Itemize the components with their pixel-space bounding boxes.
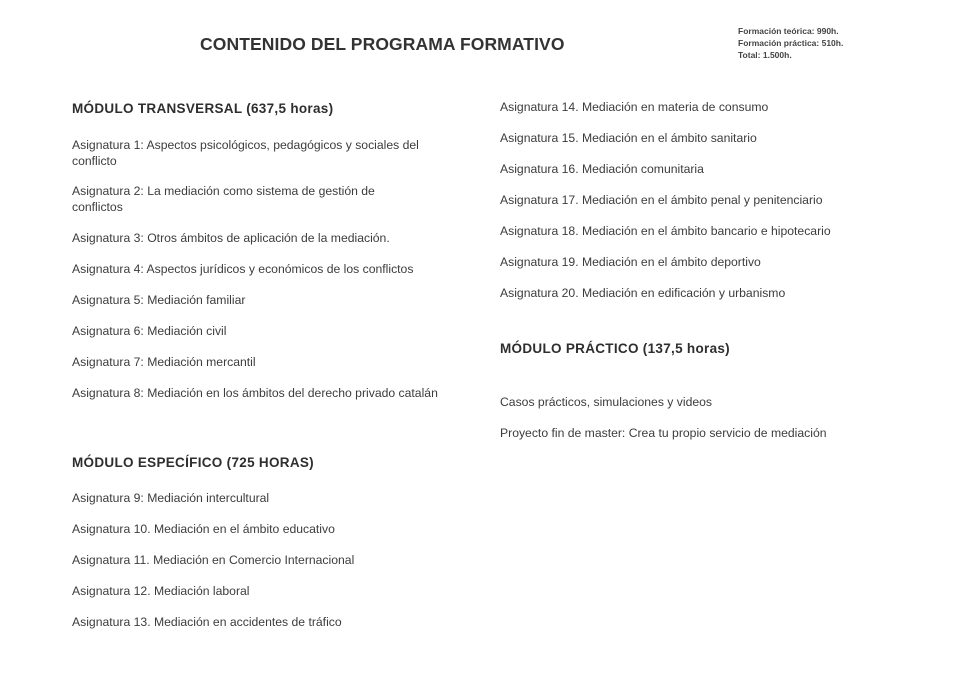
- list-item: Asignatura 8: Mediación en los ámbitos del derecho privado catalán: [72, 386, 438, 400]
- list-item: Asignatura 3: Otros ámbitos de aplicación de la mediación.: [72, 231, 390, 245]
- specific-module-heading: MÓDULO ESPECÍFICO (725 HORAS): [72, 455, 314, 470]
- hours-summary: [738, 25, 843, 61]
- transversal-module-heading: MÓDULO TRANSVERSAL (637,5 horas): [72, 101, 334, 116]
- list-item: Asignatura 15. Mediación en el ámbito sanitario: [500, 131, 757, 145]
- list-item: Asignatura 6: Mediación civil: [72, 324, 227, 338]
- list-item: Asignatura 17. Mediación en el ámbito penal y penitenciario: [500, 193, 823, 207]
- list-item: Asignatura 12. Mediación laboral: [72, 584, 250, 598]
- list-item: Asignatura 11. Mediación en Comercio Internacional: [72, 553, 355, 567]
- list-item: Asignatura 10. Mediación en el ámbito educativo: [72, 522, 335, 536]
- total-hours: Total: 1.500h.: [738, 50, 792, 60]
- list-item: Casos prácticos, simulaciones y videos: [500, 395, 713, 409]
- practical-module-heading: MÓDULO PRÁCTICO (137,5 horas): [500, 341, 730, 356]
- list-item: Asignatura 14. Mediación en materia de consumo: [500, 100, 769, 114]
- practice-hours: Formación práctica: 510h.: [738, 38, 844, 48]
- list-item: Asignatura 5: Mediación familiar: [72, 293, 246, 307]
- theory-hours: Formación teórica: 990h.: [738, 26, 839, 36]
- list-item: Asignatura 16. Mediación comunitaria: [500, 162, 704, 176]
- list-item: Asignatura 19. Mediación en el ámbito deportivo: [500, 255, 761, 269]
- list-item: Asignatura 13. Mediación en accidentes de tráfico: [72, 615, 342, 629]
- list-item: Proyecto fin de master: Crea tu propio servicio de mediación: [500, 426, 827, 440]
- list-item: Asignatura 18. Mediación en el ámbito bancario e hipotecario: [500, 224, 831, 238]
- page-title: CONTENIDO DEL PROGRAMA FORMATIVO: [200, 34, 565, 54]
- list-item: Asignatura 9: Mediación intercultural: [72, 491, 270, 505]
- list-item: Asignatura 2: La mediación como sistema de gestión de conflictos: [72, 184, 375, 214]
- list-item: Asignatura 4: Aspectos jurídicos y económicos de los conflictos: [72, 262, 414, 276]
- list-item: Asignatura 20. Mediación en edificación y urbanismo: [500, 286, 786, 300]
- list-item: Asignatura 7: Mediación mercantil: [72, 355, 256, 369]
- list-item: Asignatura 1: Aspectos psicológicos, pedagógicos y sociales del conflicto: [72, 138, 419, 168]
